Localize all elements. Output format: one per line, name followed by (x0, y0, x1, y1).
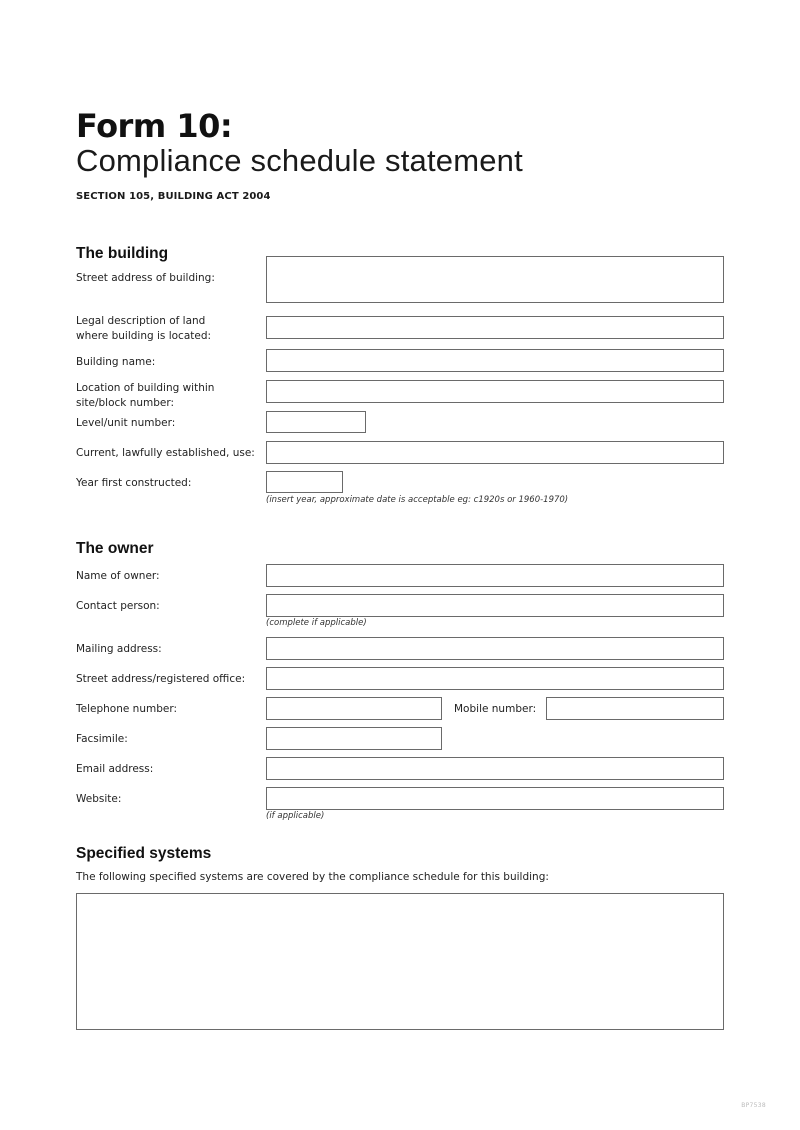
current-use-input[interactable] (266, 441, 724, 464)
location-label-line2: site/block number: (76, 397, 175, 409)
form-number: Form 10: (76, 107, 233, 145)
owner-name-label: Name of owner: (76, 570, 160, 582)
specified-systems-intro: The following specified systems are covered by the compliance schedule for this building: (76, 871, 549, 883)
contact-person-label: Contact person: (76, 600, 160, 612)
owner-name-input[interactable] (266, 564, 724, 587)
section-reference: SECTION 105, BUILDING ACT 2004 (76, 191, 271, 202)
facsimile-label: Facsimile: (76, 733, 128, 745)
contact-person-hint: (complete if applicable) (266, 618, 367, 628)
telephone-input[interactable] (266, 697, 442, 720)
owner-street-address-label: Street address/registered office: (76, 673, 246, 685)
mobile-label: Mobile number: (454, 703, 537, 715)
street-address-input[interactable] (266, 256, 724, 303)
facsimile-input[interactable] (266, 727, 442, 750)
street-address-label: Street address of building: (76, 272, 215, 284)
building-name-label: Building name: (76, 356, 156, 368)
legal-description-label-line2: where building is located: (76, 330, 212, 342)
owner-section-heading: The owner (76, 540, 154, 557)
building-name-input[interactable] (266, 349, 724, 372)
contact-person-input[interactable] (266, 594, 724, 617)
website-label: Website: (76, 793, 122, 805)
building-section-heading: The building (76, 245, 169, 262)
legal-description-label (76, 314, 211, 344)
current-use-label: Current, lawfully established, use: (76, 447, 255, 459)
location-label (76, 381, 214, 411)
email-label: Email address: (76, 763, 154, 775)
legal-description-input[interactable] (266, 316, 724, 339)
mailing-address-input[interactable] (266, 637, 724, 660)
owner-street-address-input[interactable] (266, 667, 724, 690)
specified-systems-textarea[interactable] (76, 893, 724, 1030)
specified-systems-heading: Specified systems (76, 845, 212, 862)
location-input[interactable] (266, 380, 724, 403)
location-label-line1: Location of building within (76, 382, 215, 394)
legal-description-label-line1: Legal description of land (76, 315, 206, 327)
mailing-address-label: Mailing address: (76, 643, 162, 655)
year-constructed-hint: (insert year, approximate date is acceptable eg: c1920s or 1960-1970) (266, 495, 569, 505)
mobile-input[interactable] (546, 697, 724, 720)
website-hint: (if applicable) (266, 811, 325, 821)
level-unit-label: Level/unit number: (76, 417, 176, 429)
website-input[interactable] (266, 787, 724, 810)
year-constructed-label: Year first constructed: (76, 477, 192, 489)
telephone-label: Telephone number: (76, 703, 177, 715)
document-code: BP7538 (741, 1102, 766, 1109)
year-constructed-input[interactable] (266, 471, 343, 493)
page-title: Compliance schedule statement (76, 143, 523, 178)
email-input[interactable] (266, 757, 724, 780)
level-unit-input[interactable] (266, 411, 366, 433)
